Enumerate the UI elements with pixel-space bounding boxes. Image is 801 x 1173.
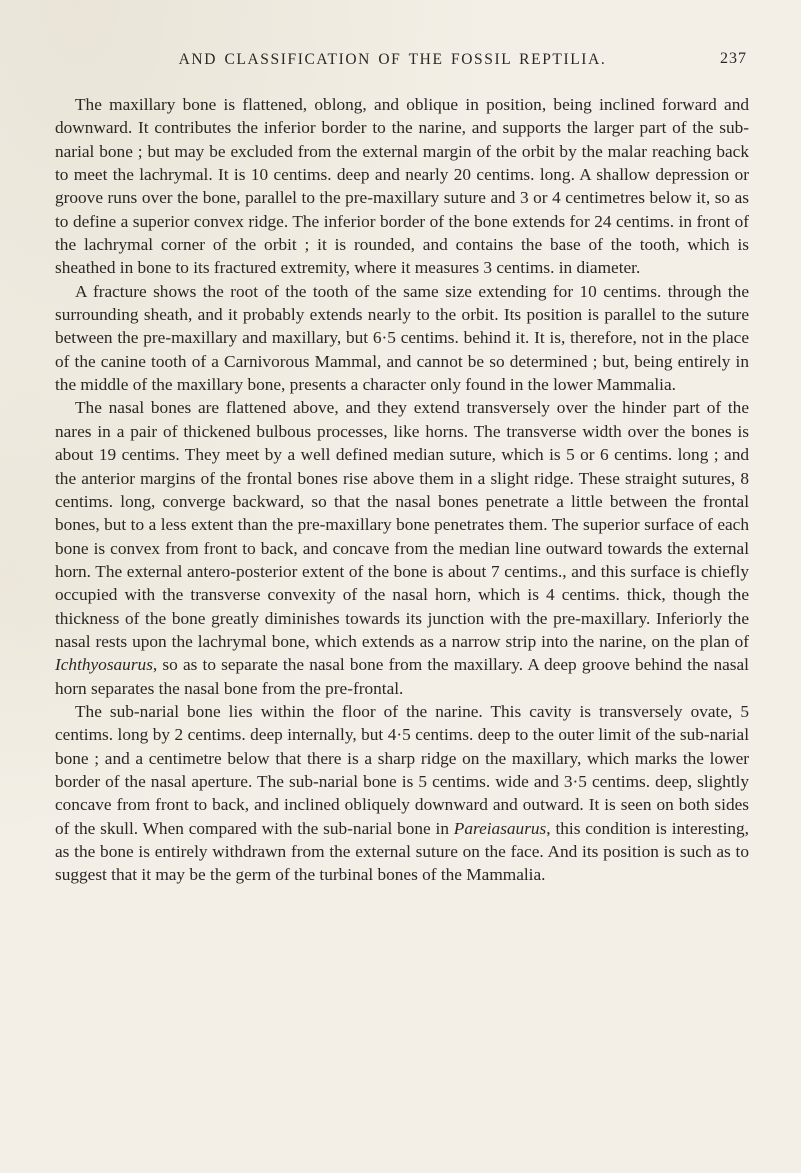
text-segment: The maxillary bone is flattened, oblong, and oblique in position, being inclined forward and downward. It contributes the inferior border to the narine, and supports the larger part of the sub-narial bone ; but may be excluded from the external margin of the orbit by the malar reaching back to meet the lachrymal. It is 10 centims. deep and nearly 20 centims. long. A shallow depression or groove runs over the bone, parallel to the pre-maxillary suture and 3 or 4 centimetres below it, so as to define a superior convex ridge. The inferior border of the bone extends for 24 centims. in front of the lachrymal corner of the orbit ; it is rounded, and contains the base of the tooth, which is sheathed in bone to its fractured extremity, where it measures 3 centims. in diameter. [55,95,749,278]
text-segment: The nasal bones are flattened above, and they extend transversely over the hinder part of the nares in a pair of thickened bulbous processes, like horns. The transverse width over the bones is about 19 centims. They meet by a well defined median suture, which is 5 or 6 centims. long ; and the anterior margins of the frontal bones rise above them in a slight ridge. These straight sutures, 8 centims. long, converge backward, so that the nasal bones penetrate a little between the frontal bones, but to a less extent than the pre-maxillary bone penetrates them. The superior surface of each bone is convex from front to back, and concave from the median line outward towards the external horn. The external antero-posterior extent of the bone is about 7 centims., and this surface is chiefly occupied with the transverse convexity of the nasal horn, which is 4 centims. thick, though the thickness of the bone greatly diminishes towards its junction with the pre-maxillary. Inferiorly the nasal rests upon the lachrymal bone, which extends as a narrow strip into the narine, on the plan of [55,398,749,651]
running-title: AND CLASSIFICATION OF THE FOSSIL REPTILIA. [178,51,607,68]
body-text [55,93,749,887]
genus-name: Ichthyosaurus [55,655,153,675]
text-segment: A fracture shows the root of the tooth of the same size extending for 10 centims. through the surrounding sheath, and it probably extends nearly to the orbit. Its position is parallel to the suture between the pre-maxillary and maxillary, but 6·5 centims. behind it. It is, therefore, not in the place of the canine tooth of a Carnivorous Mammal, and cannot be so determined ; but, being entirely in the middle of the maxillary bone, presents a character only found in the lower Mammalia. [55,281,749,395]
page-number: 237 [720,50,747,67]
paragraph-fracture [55,280,749,397]
text-segment: , so as to separate the nasal bone from the maxillary. A deep groove behind the nasal horn separates the nasal bone from the pre-frontal. [55,655,749,698]
paragraph-sub-narial [55,700,749,887]
running-head [118,51,747,73]
paragraph-maxillary [55,93,749,280]
genus-name: Pareiasaurus [453,818,547,838]
text-segment: The sub-narial bone lies within the floor of the narine. This cavity is transversely ovate, 5 centims. long by 2 centims. deep internally, but 4·5 centims. deep to the outer limit of the sub-narial bone ; and a centimetre below that there is a sharp ridge on the maxillary, which marks the lower border of the nasal aperture. The sub-narial bone is 5 centims. wide and 3·5 centims. deep, slightly concave from front to back, and inclined obliquely downward and outward. It is seen on both sides of the skull. When compared with the sub-narial bone in [55,701,749,838]
text-segment: , this condition is interesting, as the bone is entirely withdrawn from the external suture on the face. And its position is such as to suggest that it may be the germ of the turbinal bones of the Mammalia. [55,818,749,885]
paragraph-nasal-bones [55,396,749,699]
